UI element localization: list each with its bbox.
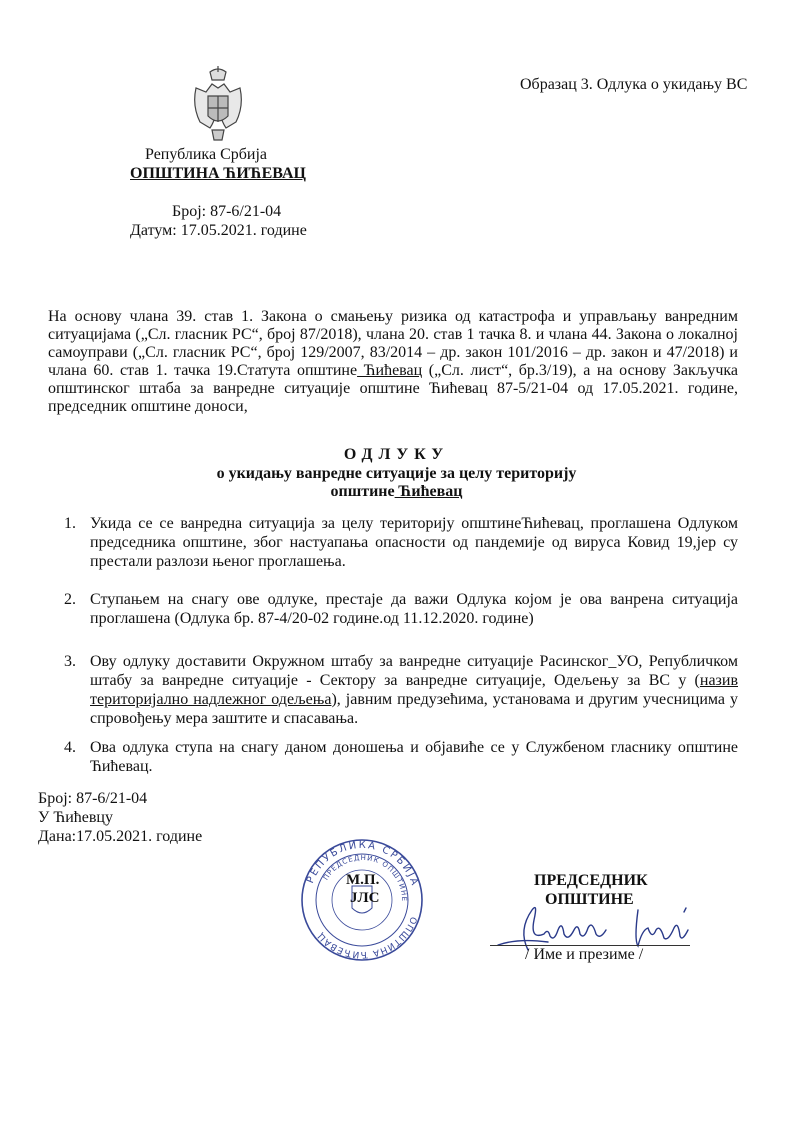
seal-center-text: ПРЕДСЕДНИК ОПШТИНЕ [321, 853, 409, 903]
item-number: 2. [64, 591, 76, 608]
item-text: Ступањем на снагу ове одлуке, престаје да важи Одлука којом је ова ванрена ситуација проглашена (Одлука бр. 87-4/20-02 године.од 11.12.2020. године) [90, 591, 738, 627]
decision-title: ОДЛУКУ [343, 446, 450, 463]
item-text: Ова одлука ступа на снагу даном доношења и објавиће се у Службеном гласнику општине Ћићевац. [90, 739, 738, 775]
coat-of-arms-icon [190, 66, 246, 146]
item-text: Ову одлуку доставити Окружном штабу за ванредне ситуације Расинског_УО, Републичком штабу за ванредне ситуације - Сектору за ванредне ситуације, Одељењу за ВС у (назив територијално надлежног одељења), јавним предузећима, установама и другим учесницима у спровођењу мера заштите и спасавања. [90, 653, 738, 727]
mp-label: М.П. [346, 872, 380, 888]
list-item [64, 514, 738, 571]
document-number: Број: 87-6/21-04 [172, 203, 282, 220]
item-text: Укида се се ванредна ситуација за целу територију општинеЋићевац, проглашена Одлуком председника општине, због настуапања опасности од пандемије од вируса Ковид 19,јер су престали разлози њеног проглашења. [90, 515, 738, 570]
list-item [64, 738, 738, 776]
footer-place: У Ћићевцу [38, 809, 113, 826]
republic-label: Република Србија [145, 146, 267, 163]
jls-label: ЈЛС [350, 890, 380, 906]
footer-date: Дана:17.05.2021. године [38, 828, 203, 845]
list-item [64, 652, 738, 728]
item-number: 4. [64, 739, 76, 756]
president-subtitle: ОПШТИНЕ [545, 891, 634, 908]
item-number: 1. [64, 515, 76, 532]
decision-subtitle: о укидању ванредне ситуације за целу територију [216, 465, 577, 482]
name-label: / Име и презиме / [525, 946, 644, 963]
president-title: ПРЕДСЕДНИК [534, 872, 648, 889]
list-item [64, 590, 738, 628]
document-date: Датум: 17.05.2021. године [130, 222, 307, 239]
footer-number: Број: 87-6/21-04 [38, 790, 148, 807]
municipality-label: ОПШТИНА ЋИЋЕВАЦ [130, 165, 306, 182]
intro-paragraph: На основу члана 39. став 1. Закона о смањењу ризика од катастрофа и управљању ванредним ситуацијама („Сл. гласник РС“, број 87/2018), члана 20. став 1 тачка 8. и члана 44. Закона о локалној самоуправи („Сл. гласник РС“, број 129/2007, 83/2014 – др. закон 101/2016 – др. закон и 47/2018) и члана 60. став 1. тачка 19.Статута општине Ћићевац („Сл. лист“, бр.3/19), а на основу Закључка општинског штаба за ванредне ситуације општине Ћићевац 87-5/21-04 од 17.05.2021. године, председник општине доноси, [48, 308, 739, 415]
item-number: 3. [64, 653, 76, 670]
seal-inner-text: ОПШТИНА ЋИЋЕВАЦ [315, 914, 419, 960]
form-label: Образац 3. Одлука о укидању ВС [520, 76, 748, 93]
decision-subtitle-2: општине Ћићевац [330, 483, 463, 500]
seal-outer-text: РЕПУБЛИКА СРБИЈА [305, 839, 421, 889]
